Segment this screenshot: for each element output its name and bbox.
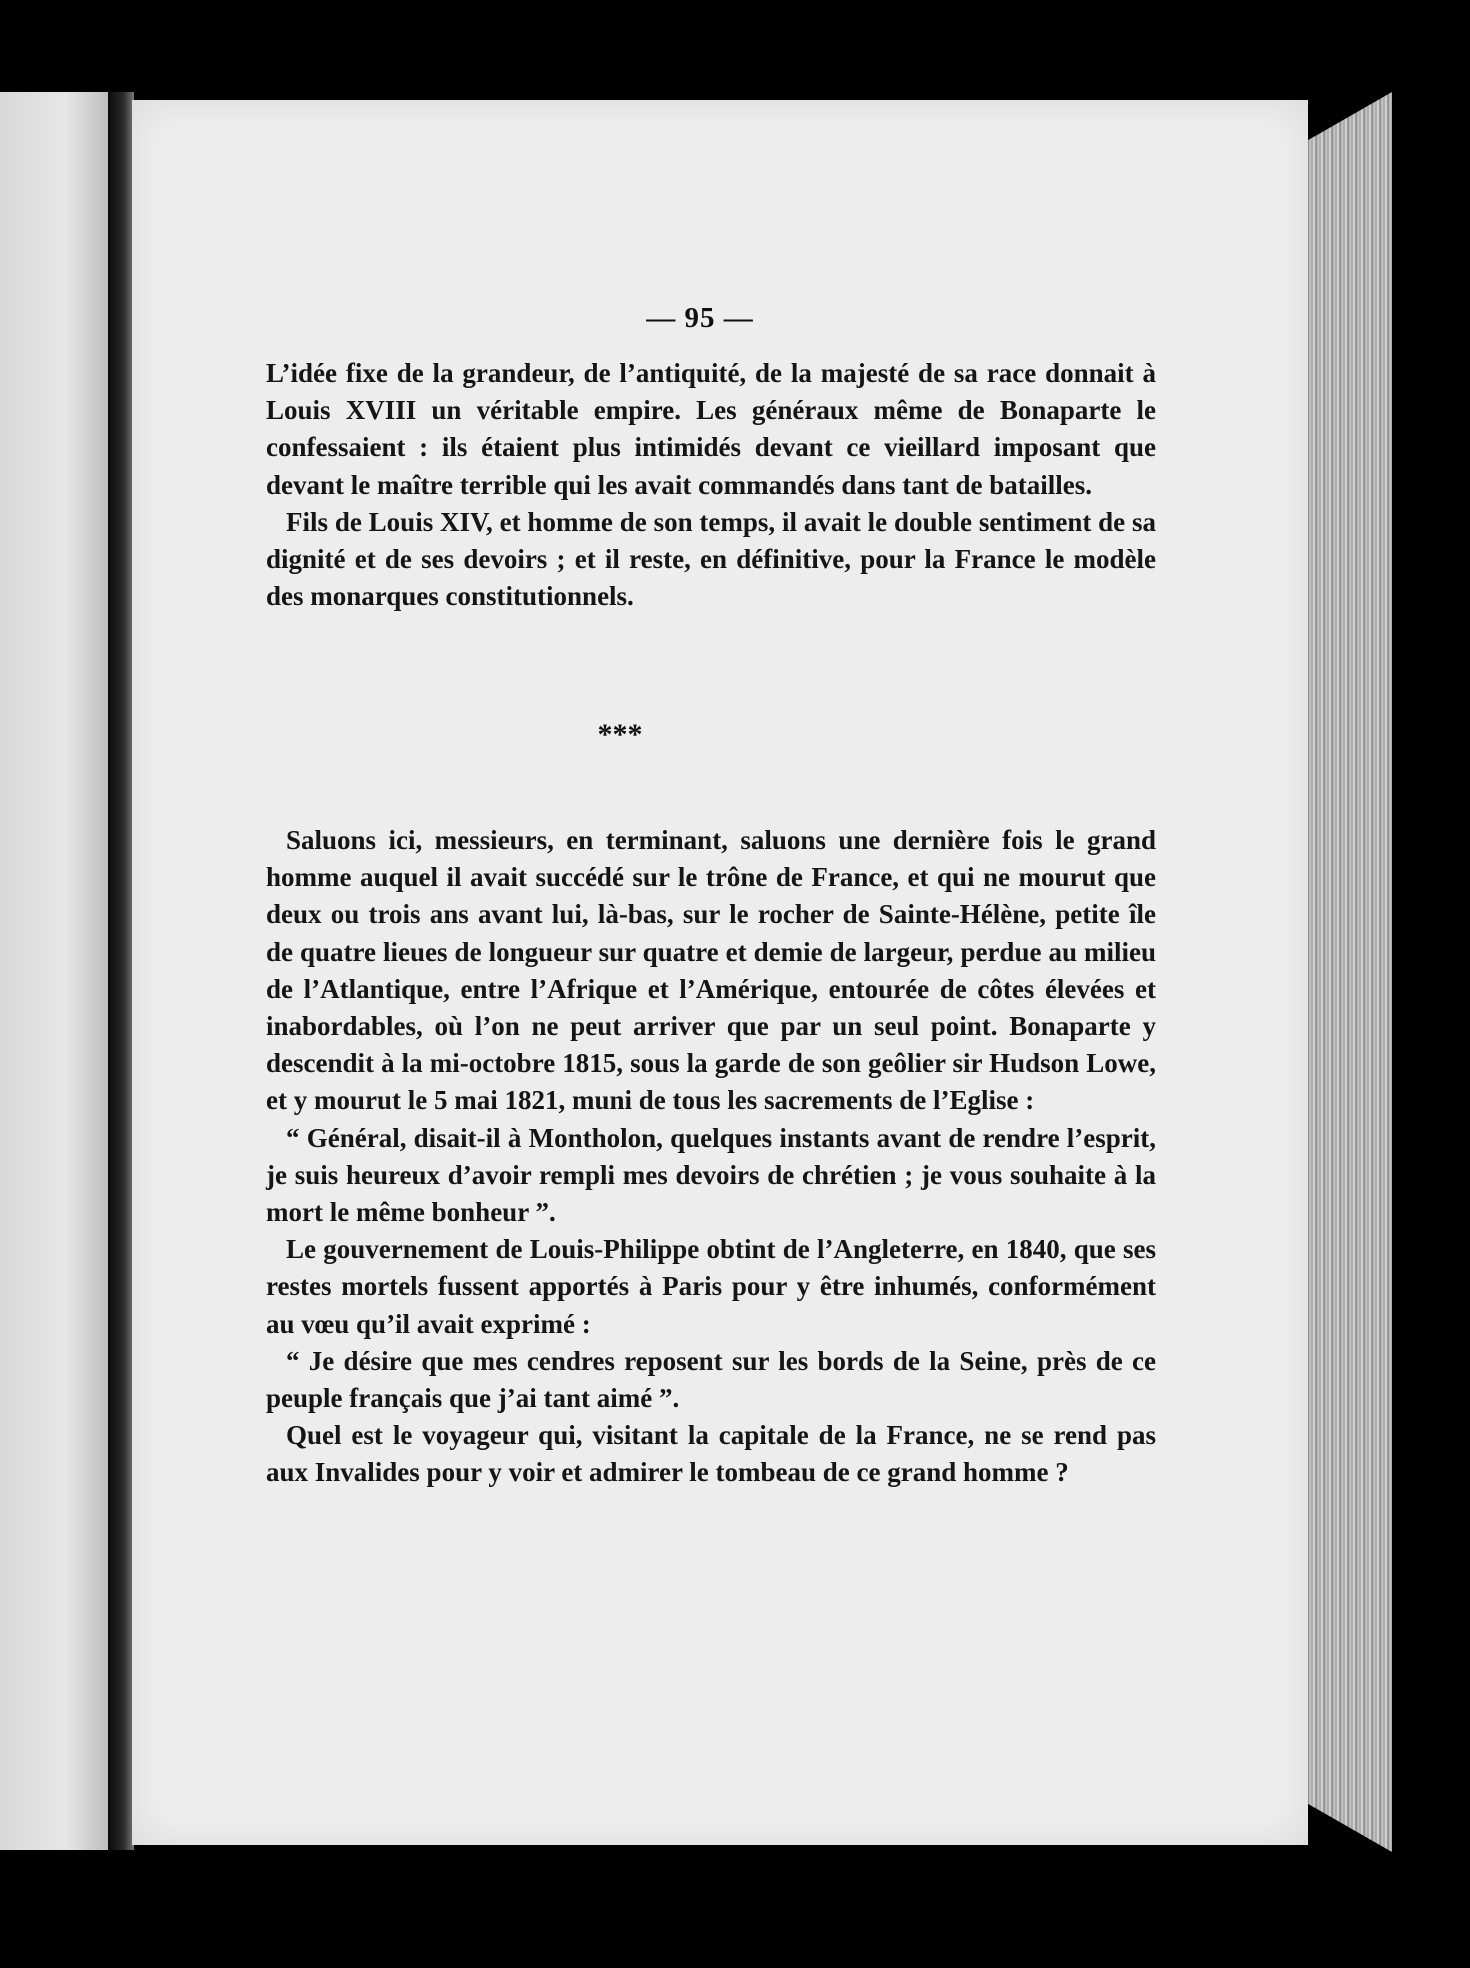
- paragraph: Saluons ici, messieurs, en terminant, saluons une dernière fois le grand homme auquel il avait succédé sur le trône de France, et qui ne mourut que deux ou trois ans avant lui, là-bas, sur le rocher de Sainte-Hélène, petite île de quatre lieues de longueur sur quatre et demie de largeur, perdue au milieu de l’Atlantique, entre l’Afrique et l’Amérique, entourée de côtes élevées et inabordables, où l’on ne peut arriver que par un seul point. Bonaparte y descendit à la mi-octobre 1815, sous la garde de son geôlier sir Hudson Lowe, et y mourut le 5 mai 1821, muni de tous les sacrements de l’Eglise :: [266, 825, 1156, 1116]
- text-block-bottom: [266, 822, 1156, 1492]
- paragraph: Le gouvernement de Louis-Philippe obtint de l’Angleterre, en 1840, que ses restes mortels fussent apportés à Paris pour y être inhumés, conformément au vœu qu’il avait exprimé :: [266, 1234, 1156, 1339]
- section-separator: ***: [597, 718, 643, 751]
- book-gutter: [108, 92, 134, 1850]
- text-block-top: [266, 355, 1156, 615]
- paragraph: Fils de Louis XIV, et homme de son temps, il avait le double sentiment de sa dignité et de ses devoirs ; et il reste, en définitive, pour la France le modèle des monarques constitutionnels.: [266, 506, 1156, 612]
- page-number: — 95 —: [646, 302, 754, 334]
- paragraph: Quel est le voyageur qui, visitant la capitale de la France, ne se rend pas aux Invalides pour y voir et admirer le tombeau de ce grand homme ?: [266, 1420, 1156, 1488]
- page-edges: [1300, 92, 1392, 1852]
- paragraph: “ Général, disait-il à Montholon, quelques instants avant de rendre l’esprit, je suis heureux d’avoir rempli mes devoirs de chrétien ; je vous souhaite à la mort le même bonheur ”.: [266, 1122, 1156, 1228]
- paragraph: “ Je désire que mes cendres reposent sur les bords de la Seine, près de ce peuple français que j’ai tant aimé ”.: [266, 1345, 1156, 1414]
- book-page: [132, 100, 1308, 1845]
- paragraph: L’idée fixe de la grandeur, de l’antiquité, de la majesté de sa race donnait à Louis XVIII un véritable empire. Les généraux même de Bonaparte le confessaient : ils étaient plus intimidés devant ce vieillard imposant que devant le maître terrible qui les avait commandés dans tant de batailles.: [266, 358, 1156, 500]
- left-page-edge: [0, 92, 110, 1850]
